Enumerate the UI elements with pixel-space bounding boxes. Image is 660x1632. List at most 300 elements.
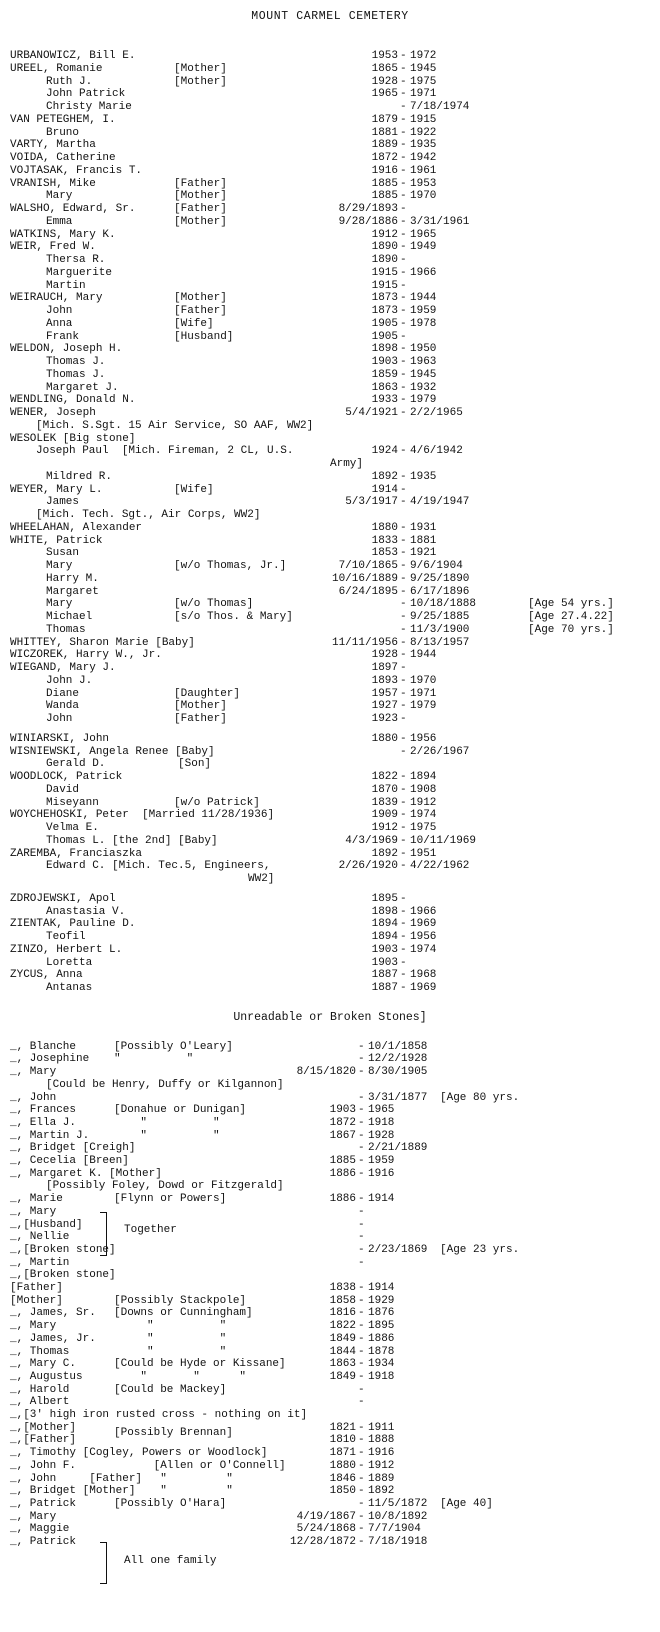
entry-row xyxy=(0,969,660,982)
date-dash: - xyxy=(400,943,407,956)
entry-name: WOODLOCK, Patrick xyxy=(10,771,123,783)
entry-death: 1963 xyxy=(410,356,437,368)
entry-name: ZDROJEWSKI, Apol xyxy=(10,892,116,905)
entry-row xyxy=(0,624,660,637)
entry-death: 1959 xyxy=(368,1155,395,1168)
entry-name: _, Mary xyxy=(10,1066,57,1079)
entry-row xyxy=(0,662,660,675)
date-dash: - xyxy=(400,152,407,164)
date-dash: - xyxy=(400,547,407,560)
entry-note: [Could be Mackey] xyxy=(114,1383,227,1396)
entry-birth: 5/24/1868 xyxy=(296,1523,356,1536)
entry-name: Bruno xyxy=(46,126,80,139)
entry-death: 1945 xyxy=(410,62,437,75)
entry-birth: 4/3/1969 xyxy=(345,834,398,847)
entry-death: 9/6/1904 xyxy=(410,560,463,572)
date-dash: - xyxy=(400,317,407,330)
entry-birth: 1873 xyxy=(371,305,398,317)
entry-death: 1956 xyxy=(410,732,437,745)
entry-row xyxy=(0,471,660,484)
date-dash: - xyxy=(400,892,407,905)
entry-name: John xyxy=(46,305,73,317)
entry-birth: 1849 xyxy=(329,1370,356,1383)
date-dash: - xyxy=(400,834,407,847)
entry-name: Thomas L. [the 2nd] [Baby] xyxy=(46,834,218,847)
entry-birth: 1863 xyxy=(329,1358,356,1371)
entry-death: 1912 xyxy=(410,796,437,809)
entry-note: [Mother] xyxy=(174,190,227,203)
entry-name: WEYER, Mary L. xyxy=(10,483,103,496)
entry-death: 2/26/1967 xyxy=(410,745,470,758)
date-dash: - xyxy=(400,356,407,368)
entry-birth: 1853 xyxy=(371,547,398,560)
date-dash: - xyxy=(400,266,407,279)
entry-name: WENER, Joseph xyxy=(10,407,96,419)
entry-row xyxy=(0,1371,660,1384)
entry-row xyxy=(0,758,660,771)
entry-birth: 1816 xyxy=(329,1307,356,1320)
entry-birth: 1879 xyxy=(371,113,398,126)
entry-name: Loretta xyxy=(46,956,93,969)
entry-row xyxy=(0,280,660,293)
entry-name: WIEGAND, Mary J. xyxy=(10,662,116,674)
entry-note: " " xyxy=(114,1320,227,1333)
entry-name: Diane xyxy=(46,687,80,700)
entry-note: [Possibly O'Hara] xyxy=(114,1497,227,1510)
date-dash: - xyxy=(358,1040,365,1053)
entry-birth: 1892 xyxy=(371,847,398,860)
entry-row xyxy=(0,611,660,624)
entry-death: 3/31/1877 xyxy=(368,1091,428,1104)
date-dash: - xyxy=(400,292,407,305)
entry-birth: 1924 xyxy=(371,445,398,458)
entry-death: 1971 xyxy=(410,687,437,700)
entry-row xyxy=(0,700,660,713)
date-dash: - xyxy=(400,483,407,496)
entry-name: David xyxy=(46,783,80,796)
entry-name: VOIDA, Catherine xyxy=(10,152,116,164)
entry-death: 2/21/1889 xyxy=(368,1142,428,1155)
date-dash: - xyxy=(400,732,407,745)
entry-row xyxy=(0,496,660,509)
entry-row xyxy=(0,522,660,535)
date-dash: - xyxy=(358,1370,365,1383)
entry-birth: 6/24/1895 xyxy=(338,585,398,598)
date-dash: - xyxy=(358,1091,365,1104)
entry-row xyxy=(0,356,660,369)
entry-row xyxy=(0,114,660,127)
entry-row xyxy=(0,822,660,835)
entry-row xyxy=(0,1384,660,1397)
date-dash: - xyxy=(400,139,407,152)
date-dash: - xyxy=(358,1231,365,1244)
date-dash: - xyxy=(400,598,407,611)
entry-death: 1951 xyxy=(410,847,437,860)
entry-death: 1922 xyxy=(410,126,437,139)
entry-note: [Donahue or Dunigan] xyxy=(114,1104,247,1117)
entry-death: 4/6/1942 xyxy=(410,445,463,458)
entry-birth: 10/16/1889 xyxy=(331,572,398,585)
entry-note: " " xyxy=(114,1129,220,1142)
entry-name: _, Albert xyxy=(10,1396,70,1409)
entry-death: 7/7/1904 xyxy=(368,1523,421,1536)
entry-row xyxy=(0,267,660,280)
entry-name: Antanas xyxy=(46,982,93,994)
entry-birth: 1846 xyxy=(329,1472,356,1485)
entry-row xyxy=(0,586,660,599)
date-dash: - xyxy=(358,1497,365,1510)
entry-name: _, Thomas xyxy=(10,1345,70,1358)
entry-name: _, John F. xyxy=(10,1459,77,1472)
entry-name: VOJTASAK, Francis T. xyxy=(10,164,143,177)
entry-birth: 8/15/1820 xyxy=(296,1066,356,1079)
entry-birth: 1933 xyxy=(371,394,398,407)
entry-name: _, Mary C. xyxy=(10,1358,77,1371)
entry-name: Emma xyxy=(46,215,73,228)
entry-death: 1928 xyxy=(368,1129,395,1142)
date-dash: - xyxy=(358,1447,365,1460)
entry-row xyxy=(0,797,660,810)
entry-birth: 1903 xyxy=(371,356,398,368)
entry-row xyxy=(0,1257,660,1270)
entry-birth: 8/29/1893 xyxy=(338,203,398,215)
entry-birth: 1821 xyxy=(329,1421,356,1434)
entry-death: 1916 xyxy=(368,1167,395,1180)
family-label: All one family xyxy=(124,1555,217,1567)
date-dash: - xyxy=(358,1053,365,1066)
entry-birth: 1912 xyxy=(371,822,398,834)
date-dash: - xyxy=(358,1218,365,1231)
entry-birth: 1880 xyxy=(329,1459,356,1472)
entry-death: 1953 xyxy=(410,177,437,190)
entry-row xyxy=(0,331,660,344)
entry-name: _, Bridget [Mother] xyxy=(10,1485,136,1498)
entry-note: [w/o Thomas] xyxy=(174,598,254,611)
entry-row xyxy=(0,1219,660,1232)
entry-note: [Husband] xyxy=(174,330,234,343)
entry-death: 8/13/1957 xyxy=(410,636,470,649)
entry-name: _, John xyxy=(10,1091,57,1104)
entry-row xyxy=(0,713,660,726)
entry-name: [Mother] xyxy=(10,1294,63,1307)
entry-death: 1970 xyxy=(410,674,437,687)
entry-birth: 1822 xyxy=(371,771,398,783)
entry-name: _,[Mother] xyxy=(10,1421,77,1434)
entry-name: _, James, Jr. xyxy=(10,1332,96,1345)
entry-age: [Age 54 yrs.] xyxy=(528,598,614,611)
entry-birth: 1914 xyxy=(371,483,398,496)
entry-note: " " xyxy=(114,1116,220,1129)
entry-birth: 1927 xyxy=(371,700,398,713)
date-dash: - xyxy=(400,534,407,547)
entry-death: 1979 xyxy=(410,394,437,407)
entry-note: [Wife] xyxy=(174,483,214,496)
entry-death: 1915 xyxy=(410,113,437,126)
entry-birth: 5/4/1921 xyxy=(345,407,398,419)
entry-birth: 1890 xyxy=(371,254,398,266)
entry-name: _, Ella J. xyxy=(10,1116,77,1129)
date-dash: - xyxy=(358,1536,365,1549)
entry-name: Thomas xyxy=(46,623,86,636)
entry-name: WATKINS, Mary K. xyxy=(10,228,116,241)
entry-row xyxy=(0,1320,660,1333)
entry-row xyxy=(0,1231,660,1244)
entry-name: [Mich. S.Sgt. 15 Air Service, SO AAF, WW2] xyxy=(36,419,314,432)
entry-row xyxy=(0,784,660,797)
date-dash: - xyxy=(358,1358,365,1371)
entry-row xyxy=(0,1244,660,1257)
entry-name: ZINZO, Herbert L. xyxy=(10,943,123,956)
date-dash: - xyxy=(400,215,407,228)
entry-death: 1935 xyxy=(410,139,437,152)
entry-death: 1892 xyxy=(368,1485,395,1498)
unreadable-stones-heading: Unreadable or Broken Stones] xyxy=(233,1010,427,1024)
entry-birth: 1873 xyxy=(371,292,398,305)
date-dash: - xyxy=(400,585,407,598)
entry-birth: 11/11/1956 xyxy=(331,636,398,649)
entry-name: VRANISH, Mike xyxy=(10,177,96,190)
entry-row xyxy=(0,931,660,944)
date-dash: - xyxy=(358,1396,365,1409)
entry-row xyxy=(0,1396,660,1409)
entry-row xyxy=(0,1104,660,1117)
entry-birth: 1895 xyxy=(371,892,398,905)
entry-death: 10/8/1892 xyxy=(368,1510,428,1523)
entry-row xyxy=(0,292,660,305)
entry-death: 4/22/1962 xyxy=(410,860,470,873)
entry-birth: 1872 xyxy=(371,152,398,164)
entry-note: " " xyxy=(114,1472,233,1485)
entry-row xyxy=(0,241,660,254)
entry-note: " " xyxy=(114,1053,194,1066)
date-dash: - xyxy=(358,1167,365,1180)
entry-death: 1931 xyxy=(410,521,437,534)
entry-birth: 1912 xyxy=(371,228,398,241)
entry-row xyxy=(0,1142,660,1155)
entry-death: 10/18/1888 xyxy=(410,598,477,611)
entry-death: 1942 xyxy=(410,152,437,164)
entry-birth: 1844 xyxy=(329,1345,356,1358)
entry-death: 1975 xyxy=(410,822,437,834)
entry-death: 1914 xyxy=(368,1193,395,1206)
entry-note: [Daughter] xyxy=(174,687,241,700)
date-dash: - xyxy=(400,381,407,394)
date-dash: - xyxy=(400,88,407,101)
entry-row xyxy=(0,918,660,931)
entry-name: WHITE, Patrick xyxy=(10,534,103,547)
date-dash: - xyxy=(400,470,407,483)
entry-name: _, Maggie xyxy=(10,1523,70,1536)
date-dash: - xyxy=(358,1193,365,1206)
entry-birth: 1889 xyxy=(371,139,398,152)
entry-row xyxy=(0,1079,660,1092)
date-dash: - xyxy=(400,636,407,649)
entry-name: Mary xyxy=(46,560,73,572)
entry-row xyxy=(0,88,660,101)
entry-row xyxy=(0,305,660,318)
entry-name: _, Martin J. xyxy=(10,1129,90,1142)
entry-birth: 1887 xyxy=(371,969,398,982)
entry-death: 1971 xyxy=(410,88,437,101)
entry-death: 3/31/1961 xyxy=(410,215,470,228)
entry-death: 2/23/1869 xyxy=(368,1243,428,1256)
entry-birth: 5/3/1917 xyxy=(345,496,398,509)
entry-row xyxy=(0,76,660,89)
entry-name: Martin xyxy=(46,279,86,292)
entry-name: ZAREMBA, Franciaszka xyxy=(10,847,143,860)
entry-name: [Could be Henry, Duffy or Kilgannon] xyxy=(46,1078,284,1091)
entry-name: Michael xyxy=(46,611,93,623)
entry-name: Edward C. [Mich. Tec.5, Engineers, xyxy=(46,860,271,873)
entry-row xyxy=(0,458,660,471)
entry-death: 1979 xyxy=(410,700,437,713)
entry-row xyxy=(0,733,660,746)
entry-age: [Age 23 yrs. xyxy=(440,1243,520,1256)
entry-death: 12/2/1928 xyxy=(368,1053,428,1066)
entry-name: WALSHO, Edward, Sr. xyxy=(10,203,136,215)
entry-row xyxy=(0,394,660,407)
stackpole-label: [Possibly Stackpole] xyxy=(114,1295,247,1307)
entry-birth: 1886 xyxy=(329,1167,356,1180)
entry-name: [Possibly Foley, Dowd or Fitzgerald] xyxy=(46,1180,284,1193)
entry-death: 10/11/1969 xyxy=(410,834,477,847)
entry-name: Margaret J. xyxy=(46,381,119,394)
entry-note: " " " xyxy=(114,1370,247,1383)
entry-note: [Flynn or Powers] xyxy=(114,1193,227,1206)
date-dash: - xyxy=(400,279,407,292)
entry-death: 1918 xyxy=(368,1370,395,1383)
entry-name: _, Frances xyxy=(10,1104,77,1117)
date-dash: - xyxy=(400,254,407,266)
entry-row xyxy=(0,63,660,76)
entry-name: Christy Marie xyxy=(46,101,132,113)
entry-death: 1949 xyxy=(410,241,437,254)
date-dash: - xyxy=(358,1421,365,1434)
entry-birth: 1886 xyxy=(329,1193,356,1206)
entry-row xyxy=(0,1206,660,1219)
entry-name: VARTY, Martha xyxy=(10,139,96,152)
entry-name: Thersa R. xyxy=(46,254,106,266)
entry-note: [Wife] xyxy=(174,317,214,330)
entry-name: Thomas J. xyxy=(46,356,106,368)
date-dash: - xyxy=(400,101,407,113)
entry-name: UREEL, Romanie xyxy=(10,62,103,75)
entry-death: 1965 xyxy=(410,228,437,241)
entry-death: 11/5/1872 xyxy=(368,1497,428,1510)
date-dash: - xyxy=(400,982,407,994)
entry-death: 1895 xyxy=(368,1320,395,1333)
entry-row xyxy=(0,675,660,688)
date-dash: - xyxy=(400,330,407,343)
page-title: MOUNT CARMEL CEMETERY xyxy=(251,10,409,23)
entry-death: 1945 xyxy=(410,368,437,381)
entry-name: Velma E. xyxy=(46,822,99,834)
date-dash: - xyxy=(400,713,407,725)
entry-name: John Patrick xyxy=(46,88,126,101)
date-dash: - xyxy=(400,164,407,177)
entry-name: ZIENTAK, Pauline D. xyxy=(10,918,136,931)
entry-death: 1929 xyxy=(368,1294,395,1307)
entry-row xyxy=(0,178,660,191)
entry-death: 1889 xyxy=(368,1472,395,1485)
entry-death: 9/25/1890 xyxy=(410,572,470,585)
entry-row xyxy=(0,1193,660,1206)
entry-row xyxy=(0,1180,660,1193)
family-bracket xyxy=(100,1542,107,1584)
entry-row xyxy=(0,433,660,446)
entry-name: WW2] xyxy=(248,873,275,885)
entry-name: Mary xyxy=(46,190,73,203)
entry-row xyxy=(0,1434,660,1447)
entry-name: Susan xyxy=(46,547,80,560)
date-dash: - xyxy=(400,228,407,241)
entry-death: 1878 xyxy=(368,1345,395,1358)
entry-birth: 1898 xyxy=(371,905,398,918)
entry-death: 1881 xyxy=(410,534,437,547)
entry-row xyxy=(0,637,660,650)
entry-name: WEIRAUCH, Mary xyxy=(10,292,103,305)
entry-birth: 1894 xyxy=(371,918,398,931)
entry-death: 1886 xyxy=(368,1332,395,1345)
entry-note: [Father] xyxy=(174,177,227,190)
date-dash: - xyxy=(400,674,407,687)
entry-name: John J. xyxy=(46,674,93,687)
entry-birth: 1957 xyxy=(371,687,398,700)
entry-name: WOYCHEHOSKI, Peter [Married 11/28/1936] xyxy=(10,809,275,822)
entry-name: ZYCUS, Anna xyxy=(10,969,83,982)
date-dash: - xyxy=(400,687,407,700)
entry-row xyxy=(0,906,660,919)
entry-name: Marguerite xyxy=(46,266,113,279)
entry-death: 10/1/1858 xyxy=(368,1040,428,1053)
entry-note: [Mother] xyxy=(174,292,227,305)
date-dash: - xyxy=(400,560,407,572)
entry-death: 11/3/1900 xyxy=(410,623,470,636)
entry-death: 7/18/1918 xyxy=(368,1536,428,1549)
entry-name: _, Patrick xyxy=(10,1497,77,1510)
entry-row xyxy=(0,1485,660,1498)
entry-birth: 1822 xyxy=(329,1320,356,1333)
date-dash: - xyxy=(358,1383,365,1396)
date-dash: - xyxy=(400,822,407,834)
entry-death: 1974 xyxy=(410,943,437,956)
entry-birth: 1928 xyxy=(371,75,398,88)
entry-row xyxy=(0,1053,660,1066)
entry-birth: 1885 xyxy=(371,190,398,203)
entry-row xyxy=(0,254,660,267)
entry-name: _, Cecelia [Breen] xyxy=(10,1155,129,1168)
entry-note: [Allen or O'Connell] xyxy=(114,1459,286,1472)
entry-death: 1956 xyxy=(410,931,437,943)
date-dash: - xyxy=(400,62,407,75)
date-dash: - xyxy=(400,75,407,88)
entry-death: 1914 xyxy=(368,1282,395,1295)
entry-death: 1978 xyxy=(410,317,437,330)
date-dash: - xyxy=(400,860,407,873)
date-dash: - xyxy=(358,1155,365,1168)
entry-name: _,[Father] xyxy=(10,1434,77,1447)
entry-row xyxy=(0,1409,660,1422)
entry-name: Frank xyxy=(46,330,80,343)
date-dash: - xyxy=(358,1434,365,1447)
entry-note: " " xyxy=(114,1345,227,1358)
entry-row xyxy=(0,944,660,957)
entry-row xyxy=(0,1295,660,1308)
entry-row xyxy=(0,1066,660,1079)
entry-age: [Age 70 yrs.] xyxy=(528,623,614,636)
entry-name: WENDLING, Donald N. xyxy=(10,394,136,407)
date-dash: - xyxy=(400,783,407,796)
